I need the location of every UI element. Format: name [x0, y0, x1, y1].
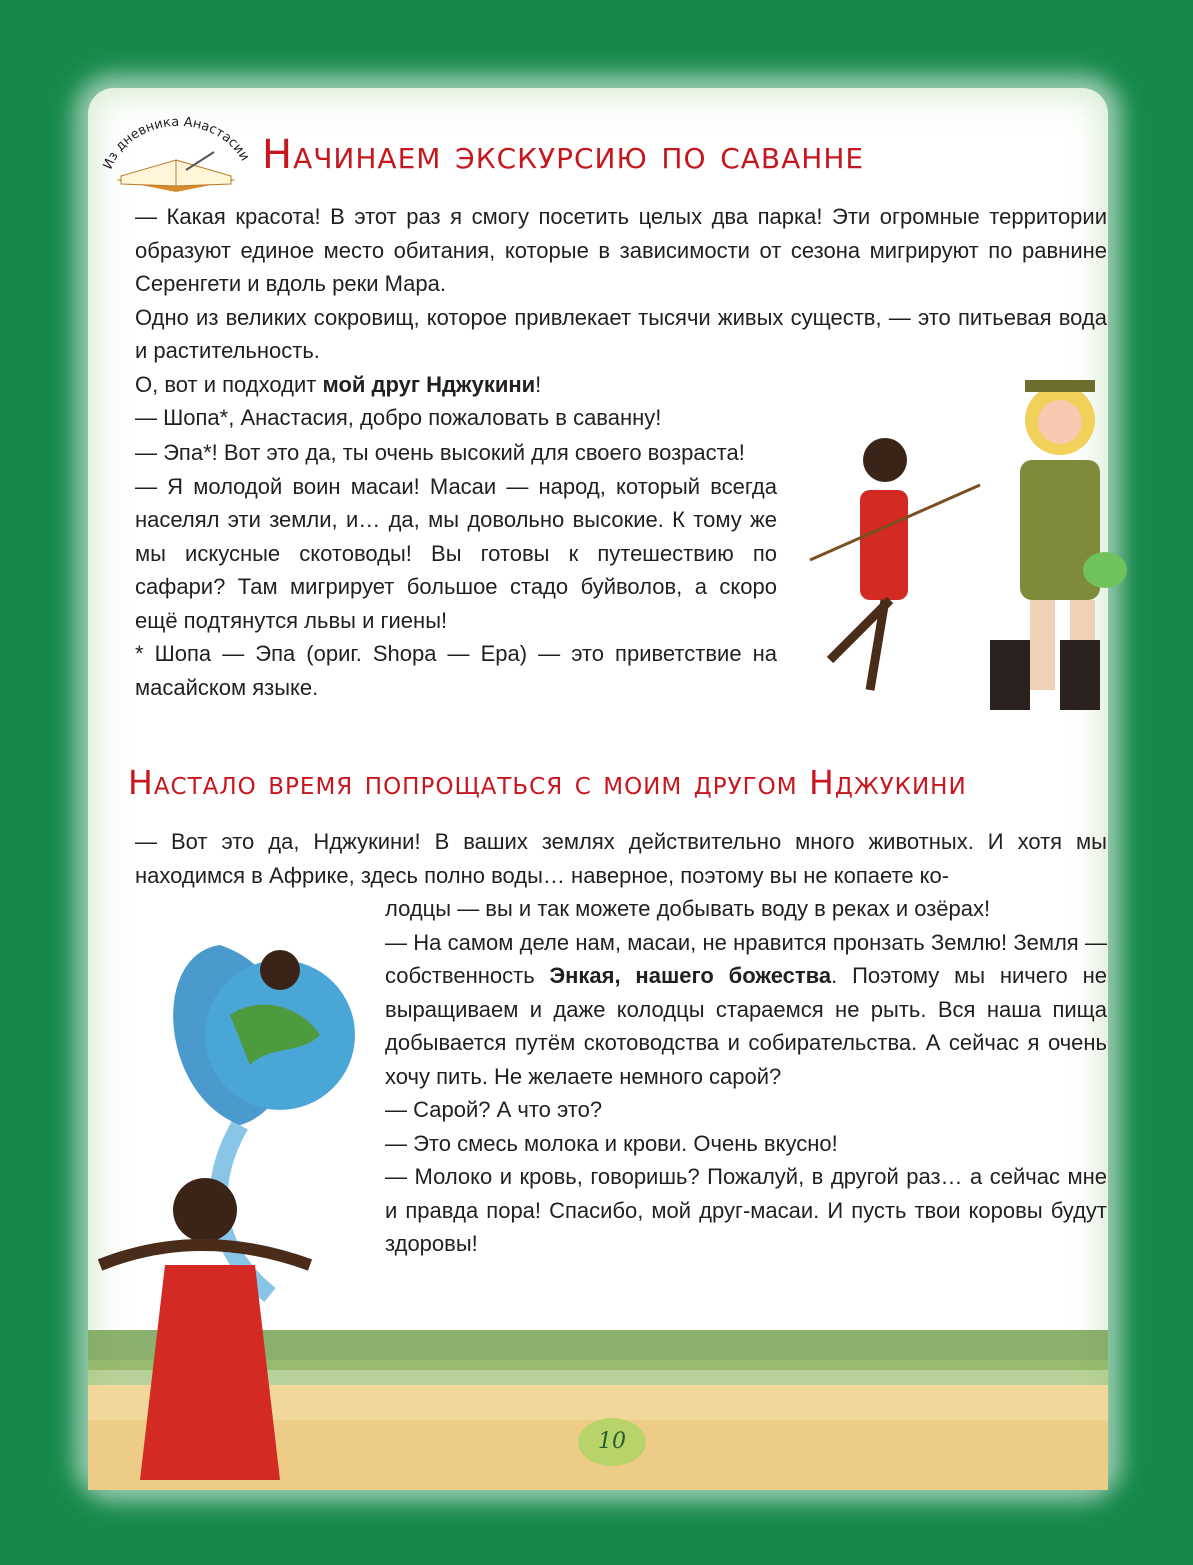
paragraph: — Эпа*! Вот это да, ты очень высокий для своего возраста!: [135, 440, 745, 465]
paragraph: — Шопа*, Анастасия, добро пожаловать в саванну!: [135, 405, 662, 430]
paragraph: — Какая красота! В этот раз я смогу посетить целых два парка! Эти огромные территории образуют единое место обитания, которые в зависимости от сезона мигрируют по равнине Серенгети и вдоль реки Мара.: [135, 204, 1107, 296]
page-number: 10: [578, 1418, 646, 1466]
paragraph: — Это смесь молока и крови. Очень вкусно!: [385, 1130, 838, 1156]
paragraph: — Сарой? А что это?: [385, 1097, 603, 1122]
earth-goddess-and-warrior-illustration: [70, 935, 400, 1480]
paragraph: — Вот это да, Нджукини! В ваших землях действительно много животных. И хотя мы находимся в Африке, здесь полно воды… наверное, поэтому вы не копаете ко-: [135, 829, 1107, 888]
section-title: Настало время попрощаться с моим другом Нджукини: [128, 763, 967, 802]
section2-dialogue: [385, 892, 1107, 1261]
paragraph: — На самом деле нам, масаи, не нравится пронзать Землю! Земля — собственность Энкая, нашего божества. Поэтому мы ничего не выращиваем и даже колодцы стараемся не рыть. Вся наша пища добывается путём скотоводства и собирательства. А сейчас я очень хочу пить. Не желаете немного сарой?: [385, 929, 1107, 1089]
badge-text: Из дневника Анастасии: [100, 114, 253, 172]
bold-name: мой друг Нджукини: [322, 371, 536, 397]
diary-book-icon: [96, 100, 256, 200]
bold-name: Энкая, нашего божества: [549, 963, 832, 988]
warrior-and-girl-illustration: [780, 360, 1140, 720]
paragraph: Одно из великих сокровищ, которое привлекает тысячи живых существ, — это питьевая вода и растительность.: [135, 304, 1107, 363]
paragraph: — Я молодой воин масаи! Масаи — народ, который всегда населял эти земли, и… да, мы довольно высокие. К тому же мы искусные скотоводы! Вы готовы к путешествию по сафари? Там мигрирует большое стадо буйволов, а скоро ещё подтянутся львы и гиены!: [135, 473, 777, 633]
section-title: Начинаем экскурсию по саванне: [262, 132, 865, 178]
footnote: * Шопа — Эпа (ориг. Shopa — Epa) — это приветствие на масайском языке.: [135, 641, 777, 700]
section2-text: [135, 825, 1107, 892]
paragraph: О, вот и подходит мой друг Нджукини!: [135, 371, 542, 397]
paragraph: лодцы — вы и так можете добывать воду в реках и озёрах!: [385, 896, 991, 921]
section1-dialogue: [135, 436, 777, 704]
paragraph: — Молоко и кровь, говоришь? Пожалуй, в другой раз… а сейчас мне и правда пора! Спасибо, мой друг-масаи. И пусть твои коровы будут здоровы!: [385, 1164, 1107, 1256]
